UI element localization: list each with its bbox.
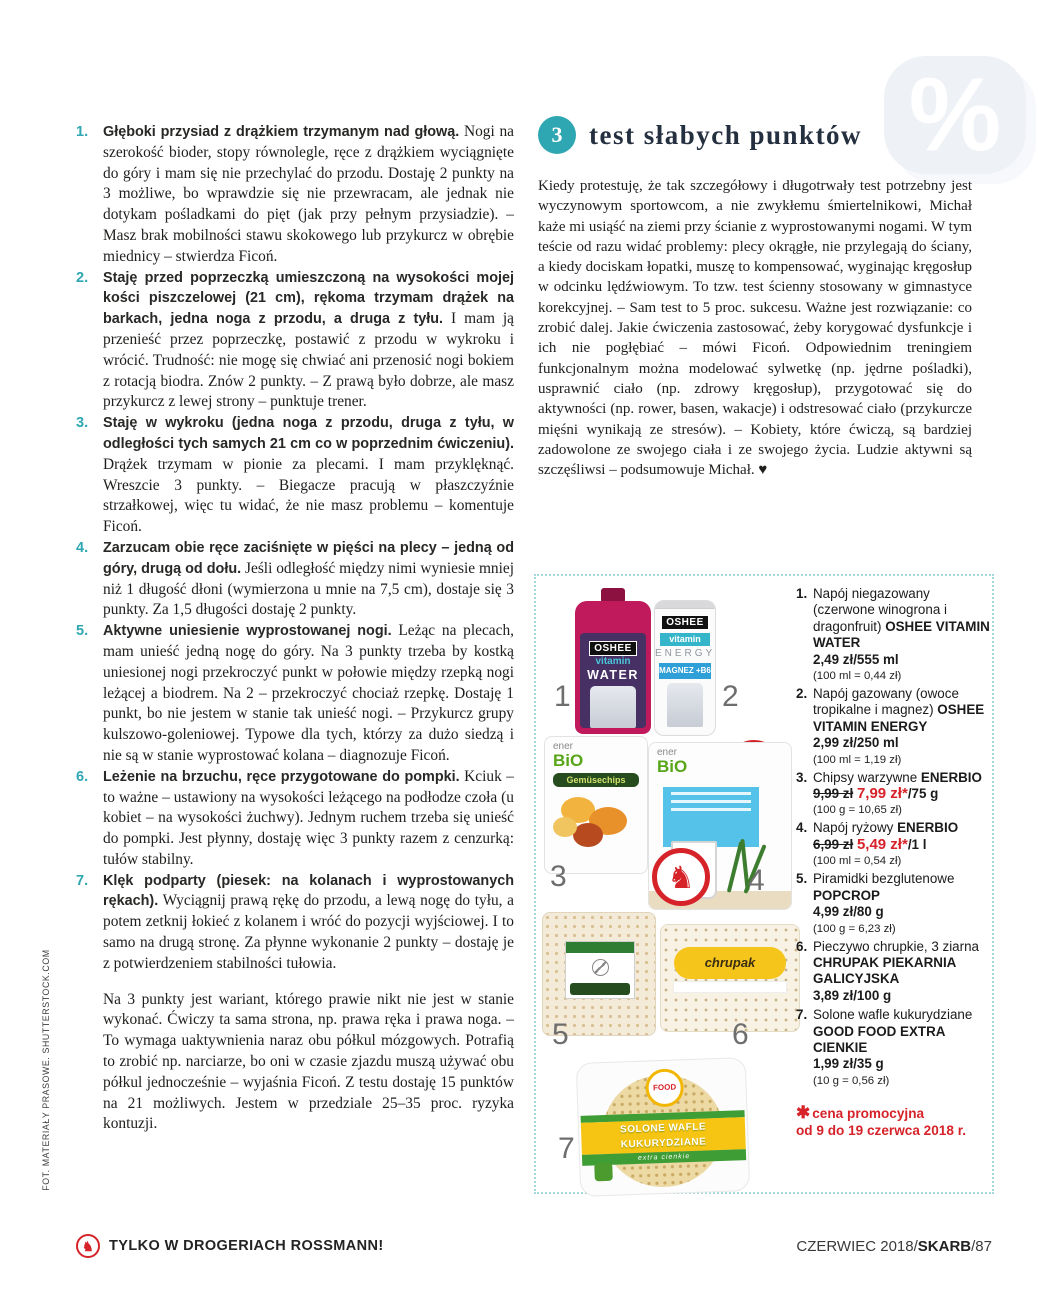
section-title: test słabych punktów [589, 119, 863, 150]
image-number-5: 5 [552, 1018, 569, 1051]
chrupak-label: chrupak [674, 947, 786, 979]
product-sub: MAGNEZ +B6 [659, 663, 711, 679]
asterisk-icon: ✱ [796, 1102, 811, 1122]
gluten-free-chip [594, 1163, 613, 1182]
label-line: SOLONE WAFLE [619, 1121, 707, 1136]
rossmann-centaur-icon: ♞ [76, 1234, 100, 1258]
price-name: OSHEE VITAMIN WATER [813, 618, 990, 651]
promo-price: 5,49 zł* [856, 835, 908, 853]
section-number-badge: 3 [538, 116, 576, 154]
item-lead: Staję w wykroku (jedna noga z przodu, druga z tyłu, w odległości tych samych 21 cm co w poprzednim ćwiczeniu). [103, 415, 514, 452]
product-photo-6 [660, 924, 800, 1032]
price-item-3 [796, 770, 990, 818]
photo-credit: FOT. MATERIAŁY PRASOWE. SHUTTERSTOCK.COM [41, 949, 51, 1191]
popcrop-label [565, 941, 635, 999]
price-value: 2,49 zł/555 ml [813, 651, 899, 667]
price-value: 3,89 zł/100 g [813, 987, 892, 1003]
price-unit: (100 g = 6,23 zł) [813, 922, 896, 935]
product-type: WATER [587, 668, 639, 682]
price-item-2 [796, 686, 990, 767]
price-item-1 [796, 586, 990, 683]
promo-products-box [534, 574, 994, 1194]
price-number: 3. [796, 769, 808, 785]
price-unit: (100 ml = 0,44 zł) [813, 670, 902, 683]
item-lead: Głęboki przysiad z drążkiem trzymanym nad głową. [103, 124, 460, 140]
price-unit: (10 g = 0,56 zł) [813, 1074, 890, 1087]
footer-claim [76, 1234, 384, 1258]
promo-note-line1: cena promocyjna [812, 1105, 925, 1121]
exercise-item-2 [76, 268, 514, 414]
product-photo-1 [572, 588, 654, 734]
label-band [566, 942, 634, 953]
item-body: Jeśli odległość między nimi wyniesie mniej niż 1 długość dłoni (wymierzona u mnie na 7,5 cm), dostaje się 3 punkty. Za 1,5 długości dostaję 2 punkty. [103, 559, 514, 619]
item-body: I mam ją przenieść przez poprzeczkę, postawić z przodu w wykroku i wrócić. Trudność: nie mogę się chwiać ani przenosić nogi bokiem z rotacją biodra. Znów 2 punkty. – Z prawą było dobrze, ale masz przykurcz z lewej strony – punktuje trener. [103, 310, 514, 411]
price-name: POPCROP [813, 887, 880, 903]
image-number-2: 2 [722, 680, 739, 713]
product-photo-2 [654, 600, 716, 736]
section-body: Kiedy protestuję, że tak szczegółowy i długotrwały test potrzebny jest wyczynowym sportowcom, a nie zwykłemu śmiertelnikowi, Michał każe mi usiąść na ziemi przy ścianie z wyprostowanymi nogami. W tym teście od razu widać problemy: plecy okrągłe, nie przylegają do ściany, a kiedy dociskam łopatki, muszę to kompensować, wyginając kręgosłup w odcinku lędźwiowym. To tzw. test ścienny stosowany w gimnastyce korekcyjnej. – Sam test to 5 proc. sukcesu. Ważne jest rozwiązanie: co zrobić dalej. Jakie ćwiczenia zastosować, żeby korygować dysfunkcje i ich nie pogłębiać – mówi Ficoń. Odpowiednim treningiem funkcjonalnym można modelować sylwetkę (np. jędrne pośladki), usprawnić ciało (np. zdrowy kręgosłup), przygotować się do aktywności (np. rower, basen, wakacje) i odstresować ciało (przykurcze mięśni wynikają ze stresów). – Kobiety, które ćwiczą, są bardziej zadowolone ze swojego ciała i ze swojego życia. Ludzie aktywni są szczęśliwsi – podsumowuje Michał. ♥ [538, 178, 972, 479]
image-number-6: 6 [732, 1018, 749, 1051]
item-body: Drążek trzymam w pionie za plecami. I mam przyklęknąć. Wreszcie 3 punkty. – Biegacze pracują w płaszczyźnie strzałkowej, więc tu widać, że nie masz problemu – komentuje Ficoń. [103, 455, 514, 536]
product-line: vitamin [660, 633, 710, 646]
price-value [813, 837, 990, 853]
brand-logo: OSHEE [661, 615, 709, 630]
promo-note [796, 1104, 990, 1139]
rice-drink-label [663, 787, 759, 847]
product-label: Gemüsechips [553, 773, 639, 787]
price-desc: Napój niegazowany (czerwone winogrona i dragonfruit) [813, 586, 947, 634]
item-number: 7. [76, 872, 89, 889]
price-desc: Napój ryżowy [813, 820, 898, 836]
product-photo-3 [544, 736, 648, 874]
exercise-item-6 [76, 767, 514, 871]
item-number: 4. [76, 539, 89, 556]
rossmann-centaur-icon: ♞ [652, 848, 710, 906]
item-lead: Aktywne uniesienie wyprostowanej nogi. [103, 623, 392, 640]
price-item-7 [796, 1007, 990, 1088]
price-desc: Piramidki bezglutenowe [813, 871, 955, 887]
price-per: /1 l [907, 836, 927, 852]
price-desc: Chipsy warzywne [813, 769, 921, 785]
brand-logo: OSHEE [589, 641, 637, 656]
exercise-item-4 [76, 538, 514, 621]
price-desc: Pieczywo chrupkie, 3 ziarna [813, 938, 979, 954]
item-number: 3. [76, 415, 89, 432]
price-number: 7. [796, 1007, 808, 1023]
closing-paragraph: Na 3 punkty jest wariant, którego prawie nikt nie jest w stanie wykonać. Ćwiczy ta sama strona, np. prawa ręka i prawa noga. – To wymaga uaktywnienia naraz obu półkul mózgowych. Potrafią to zrobić np. narciarze, bo oni w czasie zjazdu muszą używać obu półkul jednocześnie – wyjaśnia Ficoń. Z testu dostaję 15 punktów na 21 możliwych. Jestem w przedziale 25–35 proc. ryzyka kontuzji. [103, 990, 514, 1133]
label-band [570, 983, 630, 995]
image-number-7: 7 [558, 1132, 575, 1165]
price-item-4 [796, 820, 990, 868]
exercise-item-7 [76, 871, 514, 975]
price-per: /75 g [907, 786, 939, 802]
enerbio-logo: ener BiO [657, 747, 688, 776]
item-number: 5. [76, 623, 89, 640]
image-number-3: 3 [550, 860, 567, 893]
price-list [796, 586, 990, 1139]
item-body: Nogi na szerokość bioder, stopy równolegle, ręce z drążkiem wyciągnięte do góry i mam się nie przechylać do przodu. Dostaję 2 punkty na 3 możliwe, bo wprawdzie się nie przewracam, ale jednak nie dotykam pośladkami do pięt (jak przy pełnym przysiadzie). – Masz brak mobilności stawu skokowego lub przykurcz w obrębie miednicy – stwierdza Ficoń. [103, 123, 514, 265]
item-lead: Staję przed poprzeczką umieszczoną na wysokości mojej kości piszczelowej (21 cm), rękoma trzymam drążek na barkach, jedna noga z przodu, a druga z tyłu. [103, 269, 514, 328]
item-body: Wyciągnij prawą rękę do przodu, a lewą nogę do tyłu, a potem zetknij łokieć z kolanem i wróć do pozycji wyjściowej. I to samo na drugą stronę. Za płynne wykonanie 2 punkty – dostaję je z potwierdzeniem stabilności tułowia. [103, 892, 514, 972]
footer-issue: CZERWIEC 2018/ [796, 1238, 918, 1255]
label-line: KUKURYDZIANE [620, 1136, 707, 1151]
old-price: 6,99 zł [813, 836, 854, 852]
good-food-logo: FOOD [645, 1068, 684, 1107]
product-type: ENERGY [655, 648, 716, 659]
price-name: OSHEE VITAMIN ENERGY [813, 702, 985, 734]
bottle-label [580, 633, 646, 728]
price-name: GOOD FOOD EXTRA CIENKIE [813, 1023, 945, 1055]
footer-page-number: /87 [971, 1238, 992, 1255]
promo-note-line2: od 9 do 19 czerwca 2018 r. [796, 1122, 967, 1138]
label-strip [673, 981, 787, 993]
can-top [655, 601, 715, 609]
image-number-1: 1 [554, 680, 571, 713]
chip [553, 817, 577, 837]
price-name: ENERBIO [920, 769, 982, 785]
bottle-body [575, 601, 651, 734]
price-number: 5. [796, 871, 808, 887]
price-unit: (100 g = 10,65 zł) [813, 804, 902, 817]
item-lead: Zarzucam obie ręce zaciśnięte w pięści na plecy – jedną od góry, drugą od dołu. [103, 539, 514, 577]
item-number: 1. [76, 124, 89, 140]
percent-badge [884, 56, 1026, 174]
athlete-photo [590, 686, 636, 728]
exercise-item-5 [76, 621, 514, 767]
product-sub: extra cienkie [582, 1149, 746, 1166]
old-price: 9,99 zł [813, 786, 854, 802]
athlete-photo [667, 683, 703, 727]
item-lead: Klęk podparty (piesek: na kolanach i wyprostowanych rękach). [103, 872, 514, 910]
section-header [538, 116, 862, 154]
price-value: 4,99 zł/80 g [813, 904, 884, 920]
footer-pagination [796, 1238, 992, 1255]
price-number: 2. [796, 686, 808, 702]
exercise-item-1 [76, 122, 514, 268]
price-unit: (100 ml = 0,54 zł) [813, 855, 902, 868]
promo-price: 7,99 zł* [856, 785, 908, 803]
price-item-5 [796, 871, 990, 935]
price-value: 1,99 zł/35 g [813, 1056, 884, 1072]
product-line: vitamin [595, 656, 631, 667]
item-number: 6. [76, 768, 89, 785]
price-name: ENERBIO [897, 820, 959, 836]
percent-icon: % [908, 57, 1002, 173]
price-unit: (100 ml = 1,19 zł) [813, 753, 902, 766]
price-number: 1. [796, 586, 808, 601]
exercise-list [76, 122, 514, 1135]
item-lead: Leżenie na brzuchu, ręce przygotowane do pompki. [103, 768, 460, 785]
chip [573, 823, 603, 847]
exercise-item-3 [76, 413, 514, 538]
item-body: Leżąc na plecach, mam unieść jedną nogę do góry. Na 3 punkty trzeba by kostką uniesionej nogi przekroczyć punkt w połowie między rzepką nogi leżącej a biodrem. Na 2 – przekroczyć chociaż rzepkę. Dostaję 1 punkt, bo nie jestem w stanie tak unieść nogi. – Przykurcz grupy kulszowo-goleniowej. Typowe dla tych, którzy za dużo siedzą i nie są w stanie wyprostować kolana – diagnozuje Ficoń. [103, 622, 515, 764]
item-number: 2. [76, 269, 89, 286]
chips-photo [545, 787, 647, 859]
image-number-4: 4 [748, 864, 765, 897]
price-desc: Solone wafle kukurydziane [813, 1007, 973, 1023]
enerbio-logo: ener BiO [553, 741, 584, 770]
price-value: 2,99 zł/250 ml [813, 735, 899, 751]
gluten-free-icon [592, 959, 609, 976]
price-number: 4. [796, 820, 808, 836]
price-item-6 [796, 939, 990, 1005]
footer-magazine: SKARB [917, 1238, 972, 1255]
price-name: CHRUPAK PIEKARNIA GALICYJSKA [813, 954, 956, 987]
item-body: Kciuk – to ważne – ustawiony na wysokości leżącego na podłodze czoła (u kobiet – na wysokości żuchwy). Jednym ruchem trzeba się unieść do pompki. Jest płynny, dostaję więc 3 punkty razem z cenzurką: tułów stabilny. [103, 767, 514, 868]
product-photo-7 [576, 1057, 751, 1197]
price-value [813, 786, 990, 802]
price-desc: Napój gazowany (owoce tropikalne i magnez) [813, 686, 959, 718]
price-number: 6. [796, 938, 808, 954]
footer-claim-text: TYLKO W DROGERIACH ROSSMANN! [109, 1238, 384, 1254]
